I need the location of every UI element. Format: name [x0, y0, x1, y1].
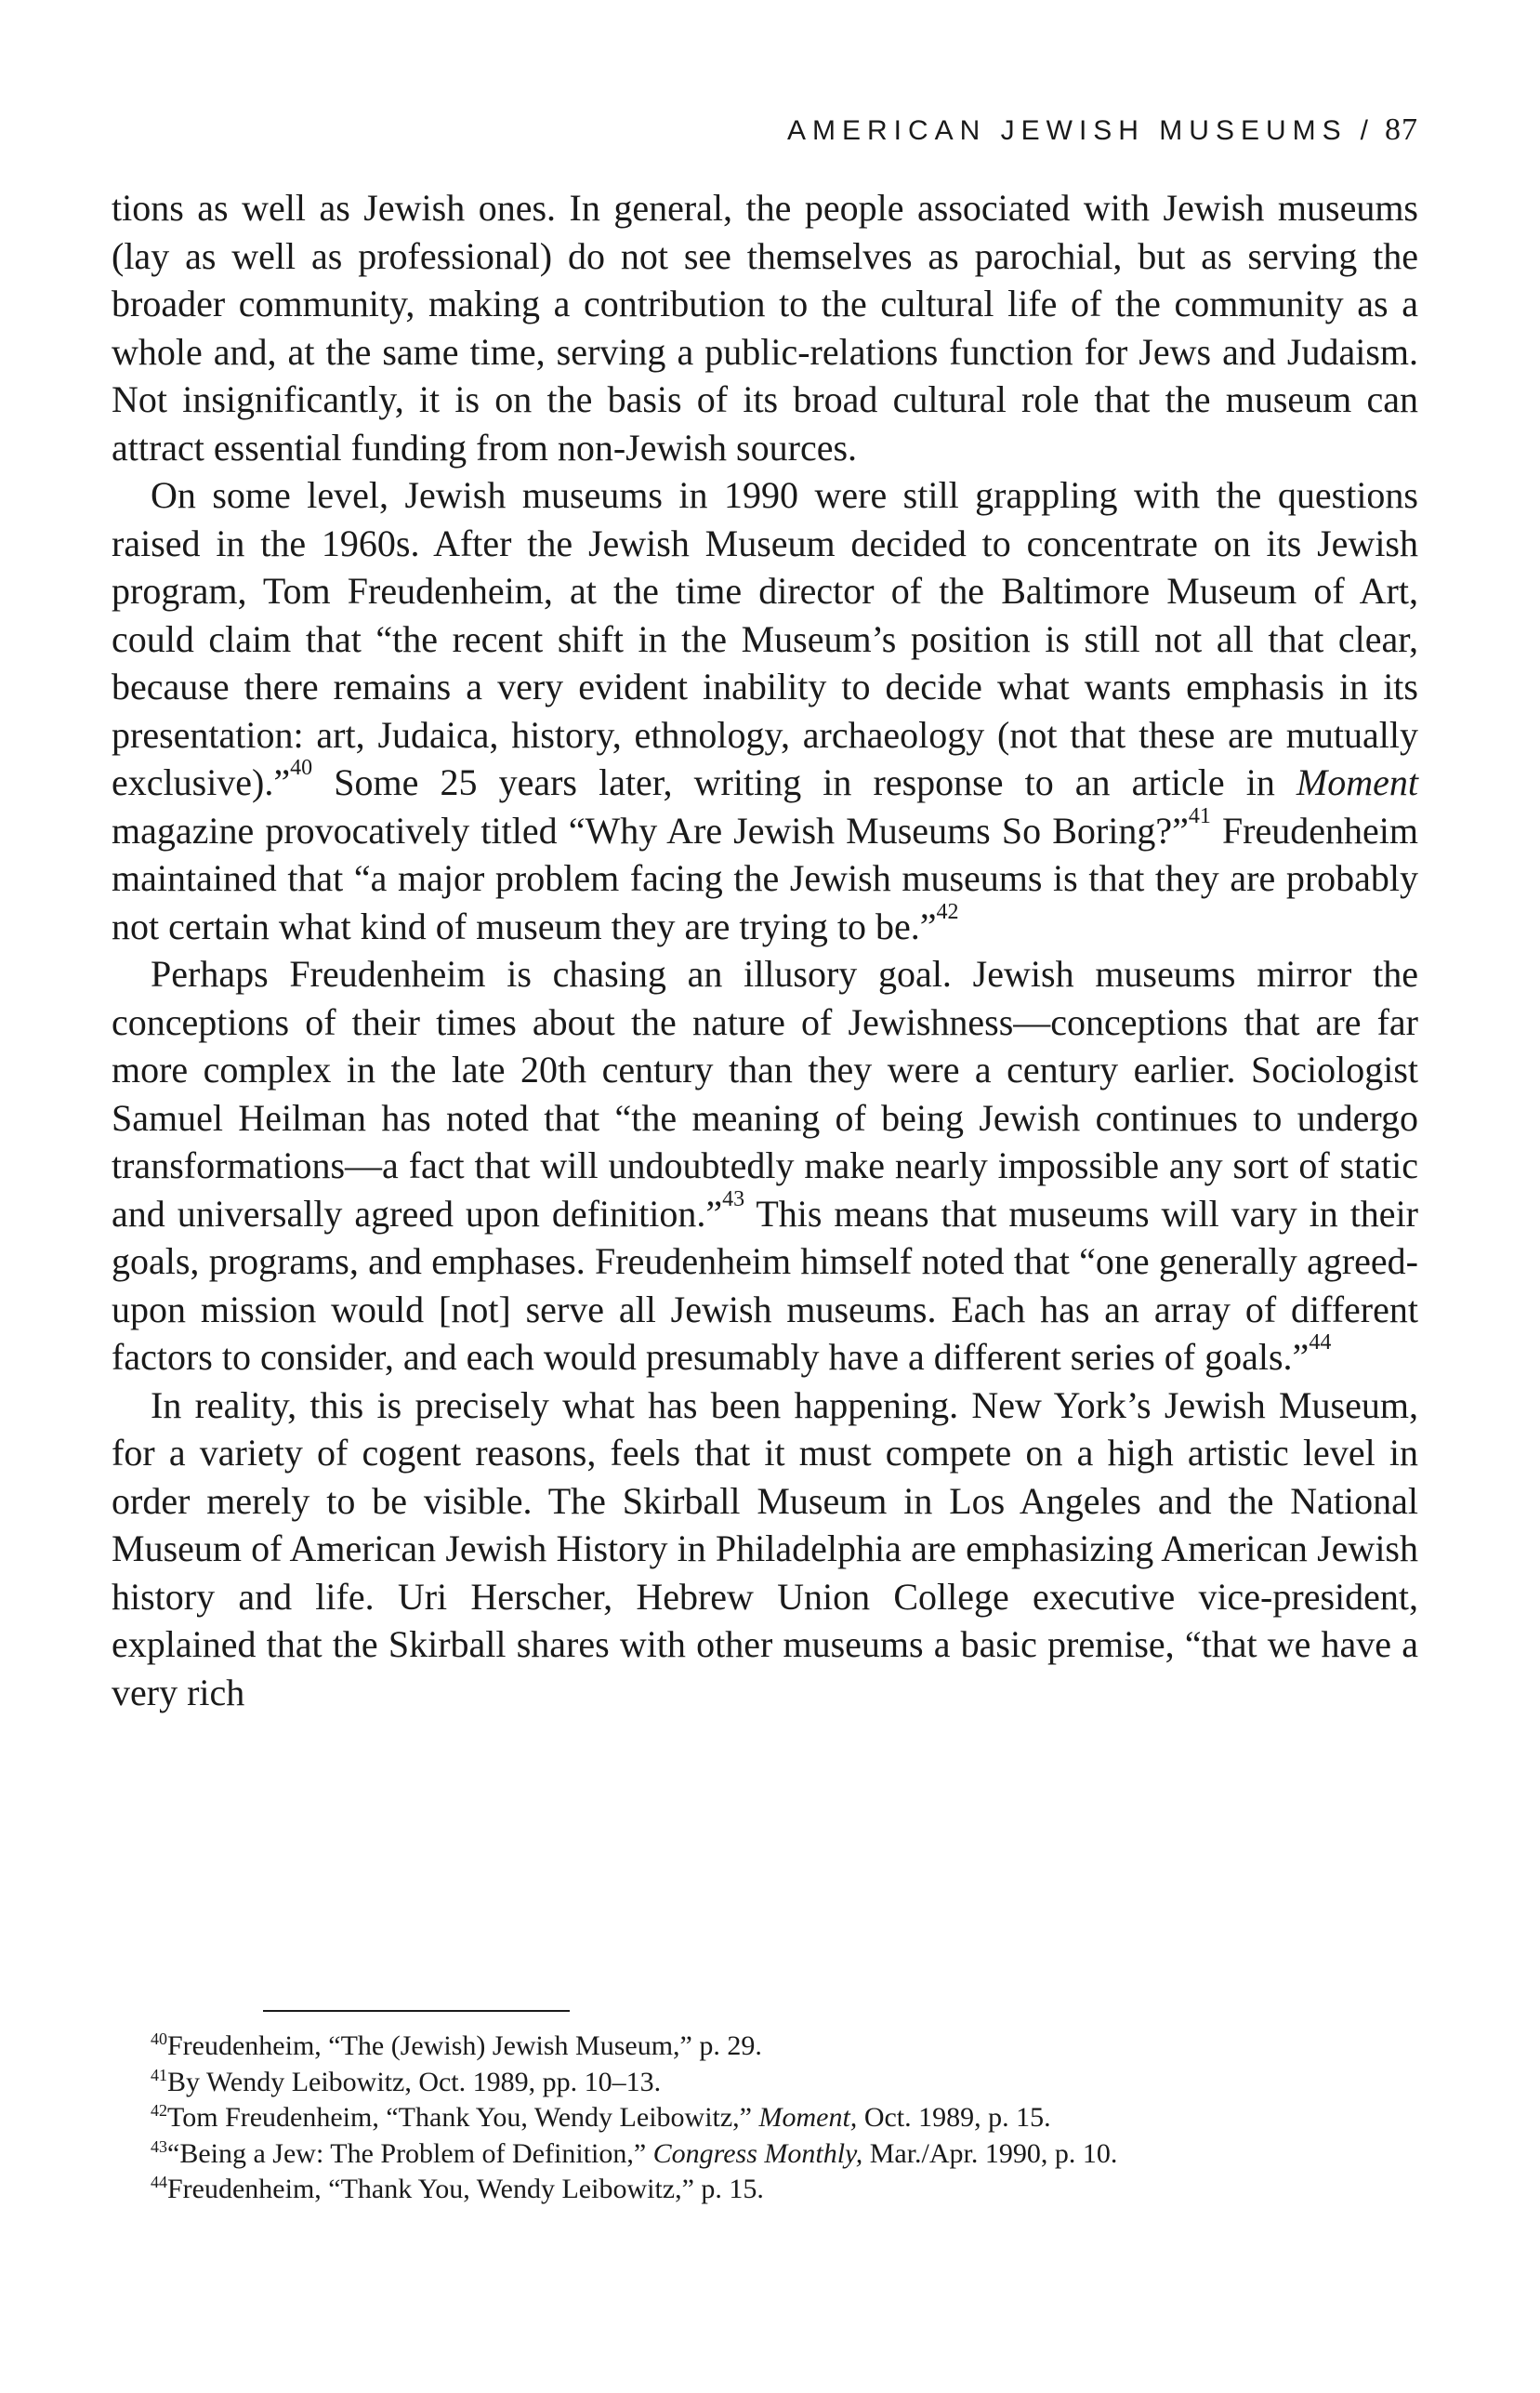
body-text [112, 184, 1418, 1716]
running-head [112, 112, 1418, 150]
text-run: In reality, this is precisely what has been happening. New York’s Jewish Museum, for a variety of cogent reasons, feels that it must compete on a high artistic level in order merely to be visible. The Skirball Museum in Los Angeles and the National Museum of American Jewish History in Philadelphia are emphasizing American Jewish history and life. Uri Herscher, Hebrew Union College executive vice-president, explained that the Skirball shares with other museums a basic premise, “that we have a very rich [112, 1383, 1418, 1713]
text-run: Mar./Apr. 1990, p. 10. [862, 2137, 1118, 2169]
text-run: magazine provocatively titled “Why Are Jewish Museums So Boring?” [112, 809, 1189, 852]
footnote [151, 2065, 1418, 2101]
text-run: Perhaps Freudenheim is chasing an illusory goal. Jewish museums mirror the conceptions of their times about the nature of Jewishness—conceptions that are far more complex in the late 20th century than they were a century earlier. Sociologist Samuel Heilman has noted that “the meaning of being Jewish continues to undergo transformations—a fact that will undoubtedly make nearly impossible any sort of static and universally agreed upon definition.” [112, 953, 1418, 1235]
footnote-reference: 42 [936, 899, 959, 924]
footnote [151, 2136, 1418, 2173]
paragraph [112, 184, 1418, 471]
footnote-reference: 41 [1188, 803, 1211, 828]
paragraph [112, 1382, 1418, 1717]
footnote-number: 41 [151, 2065, 167, 2084]
text-run: Freudenheim, “Thank You, Wendy Leibowitz,” p. 15. [167, 2174, 764, 2204]
text-run: Freudenheim maintained that “a major problem facing the Jewish museums is that they are probably not certain what kind of museum they are trying to be.” [112, 809, 1418, 947]
footnote-reference: 44 [1309, 1330, 1332, 1355]
footnote [151, 2172, 1418, 2208]
text-run: Oct. 1989, p. 15. [857, 2102, 1051, 2133]
footnotes [151, 2029, 1418, 2208]
footnote-number: 42 [151, 2101, 167, 2120]
italic-title: Moment, [758, 2102, 858, 2133]
running-head-title: AMERICAN JEWISH MUSEUMS [786, 115, 1348, 146]
text-run: Some 25 years later, writing in response to an article in [312, 761, 1296, 803]
footnote-number: 40 [151, 2029, 167, 2048]
footnote-number: 43 [151, 2136, 167, 2156]
footnote [151, 2100, 1418, 2136]
text-run: On some level, Jewish museums in 1990 were still grappling with the questions raised in the 1960s. After the Jewish Museum decided to concentrate on its Jewish program, Tom Freudenheim, at the time director of the Baltimore Museum of Art, could claim that “the recent shift in the Museum’s position is still not all that clear, because there remains a very evident inability to decide what wants emphasis in its presentation: art, Judaica, history, ethnology, archaeology (not that these are mutually exclusive).” [112, 474, 1418, 803]
text-run: “Being a Jew: The Problem of Definition,” [167, 2137, 653, 2169]
page-number: 87 [1385, 112, 1418, 147]
italic-title: Moment [1296, 761, 1418, 803]
footnote-rule [263, 2010, 570, 2012]
footnote-reference: 43 [722, 1186, 745, 1211]
text-run: Tom Freudenheim, “Thank You, Wendy Leibowitz,” [167, 2102, 759, 2133]
text-run: This means that museums will vary in their goals, programs, and emphases. Freudenheim himself noted that “one generally agreed-upon mission would [not] serve all Jewish museums. Each has an array of different factors to consider, and each would presumably have a different series of goals.” [112, 1192, 1418, 1378]
italic-title: Congress Monthly, [652, 2137, 863, 2169]
footnote-number: 44 [151, 2173, 167, 2191]
paragraph [112, 471, 1418, 950]
footnote-reference: 40 [290, 756, 313, 780]
paragraph [112, 950, 1418, 1382]
text-run: Freudenheim, “The (Jewish) Jewish Museum,” p. 29. [167, 2030, 762, 2061]
footnote [151, 2029, 1418, 2065]
text-run: tions as well as Jewish ones. In general, the people associated with Jewish museums (lay as well as professional) do not see themselves as parochial, but as serving the broader community, making a contribution to the cultural life of the community as a whole and, at the same time, serving a public-relations function for Jews and Judaism. Not insignificantly, it is on the basis of its broad cultural role that the museum can attract essential funding from non-Jewish sources. [112, 187, 1418, 469]
text-run: By Wendy Leibowitz, Oct. 1989, pp. 10–13. [167, 2066, 662, 2097]
running-head-separator: / [1360, 115, 1368, 146]
